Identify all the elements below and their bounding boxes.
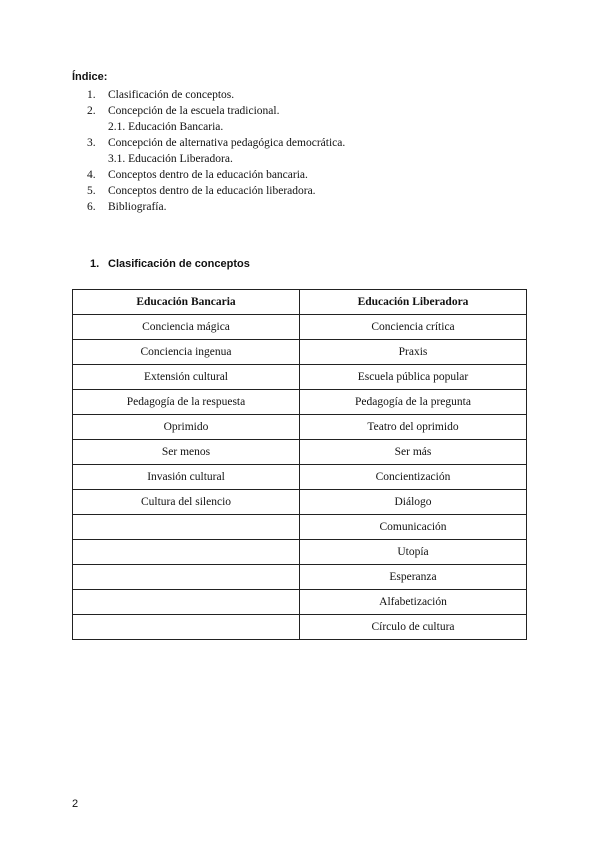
table-cell-bancaria: Cultura del silencio — [73, 490, 300, 515]
table-cell-liberadora: Diálogo — [300, 490, 527, 515]
table-cell-bancaria: Ser menos — [73, 440, 300, 465]
index-item-number: 4. — [87, 169, 96, 181]
concepts-table — [72, 289, 527, 640]
table-cell-liberadora: Utopía — [300, 540, 527, 565]
table-cell-bancaria: Conciencia ingenua — [73, 340, 300, 365]
index-item-text: Concepción de alternativa pedagógica democrática. — [108, 137, 346, 149]
section-title: Clasificación de conceptos — [108, 258, 250, 270]
table-cell-liberadora: Comunicación — [300, 515, 527, 540]
table-cell-liberadora: Praxis — [300, 340, 527, 365]
section-number: 1. — [90, 258, 100, 270]
table-cell-liberadora: Pedagogía de la pregunta — [300, 390, 527, 415]
index-subitem-text: 3.1. Educación Liberadora. — [108, 153, 233, 165]
table-cell-bancaria — [73, 515, 300, 540]
table-row — [73, 340, 527, 365]
table-row — [73, 565, 527, 590]
table-row — [73, 390, 527, 415]
table-row — [73, 415, 527, 440]
index-list — [87, 87, 345, 215]
index-item-number: 3. — [87, 137, 96, 149]
index-item-number: 1. — [87, 89, 96, 101]
index-subitem — [87, 119, 345, 135]
index-item-number: 5. — [87, 185, 96, 197]
section-heading — [90, 258, 250, 270]
table-header-row — [73, 290, 527, 315]
table-row — [73, 490, 527, 515]
table-cell-liberadora: Ser más — [300, 440, 527, 465]
index-subitem-text: 2.1. Educación Bancaria. — [108, 121, 224, 133]
table-cell-liberadora: Escuela pública popular — [300, 365, 527, 390]
index-subitem — [87, 151, 345, 167]
index-item-text: Conceptos dentro de la educación liberadora. — [108, 185, 316, 197]
index-item — [87, 167, 345, 183]
table-cell-bancaria — [73, 540, 300, 565]
table-cell-liberadora: Alfabetización — [300, 590, 527, 615]
column-header-liberadora: Educación Liberadora — [300, 290, 527, 315]
index-title: Índice: — [72, 71, 108, 83]
table-cell-bancaria — [73, 565, 300, 590]
page-number: 2 — [72, 798, 79, 810]
table-cell-liberadora: Teatro del oprimido — [300, 415, 527, 440]
table-row — [73, 615, 527, 640]
table-cell-bancaria — [73, 615, 300, 640]
table-row — [73, 590, 527, 615]
table-cell-bancaria: Invasión cultural — [73, 465, 300, 490]
table-row — [73, 465, 527, 490]
table-row — [73, 540, 527, 565]
table-row — [73, 440, 527, 465]
index-item-text: Clasificación de conceptos. — [108, 89, 235, 101]
index-item — [87, 199, 345, 215]
index-item-text: Concepción de la escuela tradicional. — [108, 105, 280, 117]
index-item-number: 6. — [87, 201, 96, 213]
table-cell-bancaria: Conciencia mágica — [73, 315, 300, 340]
table-cell-liberadora: Concientización — [300, 465, 527, 490]
table-cell-bancaria: Extensión cultural — [73, 365, 300, 390]
table-cell-liberadora: Círculo de cultura — [300, 615, 527, 640]
table-cell-bancaria: Oprimido — [73, 415, 300, 440]
table-row — [73, 315, 527, 340]
index-item — [87, 135, 345, 151]
table-row — [73, 365, 527, 390]
table-row — [73, 515, 527, 540]
table-cell-liberadora: Conciencia crítica — [300, 315, 527, 340]
index-item — [87, 183, 345, 199]
table-cell-bancaria — [73, 590, 300, 615]
index-item-number: 2. — [87, 105, 96, 117]
index-item-text: Conceptos dentro de la educación bancaria. — [108, 169, 308, 181]
table-cell-bancaria: Pedagogía de la respuesta — [73, 390, 300, 415]
table-cell-liberadora: Esperanza — [300, 565, 527, 590]
column-header-bancaria: Educación Bancaria — [73, 290, 300, 315]
index-item-text: Bibliografía. — [108, 201, 167, 213]
index-item — [87, 87, 345, 103]
index-item — [87, 103, 345, 119]
